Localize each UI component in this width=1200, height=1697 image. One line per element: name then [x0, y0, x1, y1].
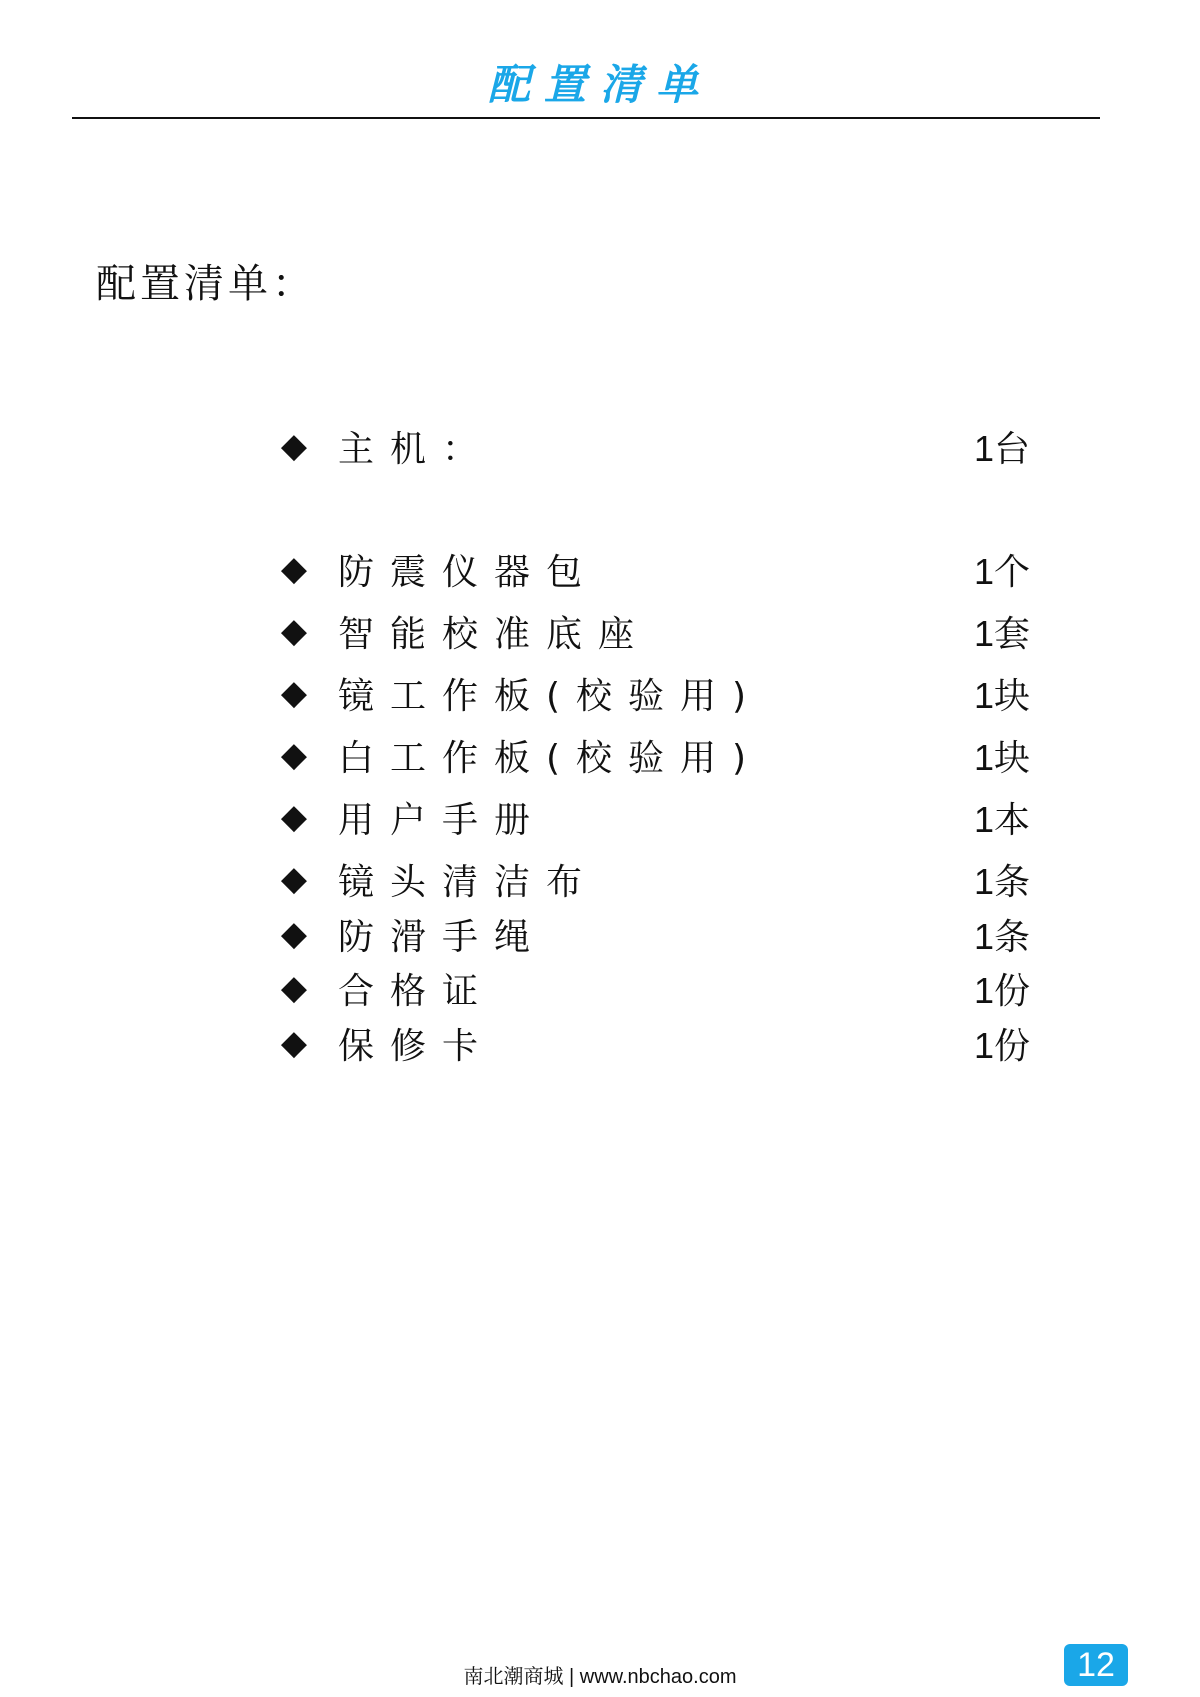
item-name: 主机： — [338, 428, 495, 470]
item-quantity: 1份 — [973, 969, 1030, 1011]
item-name: 智能校准底座 — [338, 613, 651, 655]
diamond-bullet-icon: ◆ — [280, 968, 308, 1008]
list-item — [276, 665, 1030, 721]
item-name: 合格证 — [338, 970, 495, 1012]
diamond-bullet-icon: ◆ — [280, 859, 308, 899]
item-name: 镜头清洁布 — [338, 861, 599, 903]
diamond-bullet-icon: ◆ — [280, 611, 308, 651]
diamond-bullet-icon: ◆ — [280, 1023, 308, 1063]
list-item — [276, 603, 1030, 659]
list-item — [276, 1015, 1030, 1071]
item-name: 防滑手绳 — [338, 916, 547, 958]
diamond-bullet-icon: ◆ — [280, 549, 308, 589]
item-quantity: 1台 — [973, 427, 1030, 469]
item-quantity: 1块 — [973, 736, 1030, 778]
list-item — [276, 789, 1030, 845]
list-item — [276, 851, 1030, 907]
list-item — [276, 541, 1030, 597]
item-quantity: 1个 — [973, 550, 1030, 592]
diamond-bullet-icon: ◆ — [280, 914, 308, 954]
item-quantity: 1份 — [973, 1024, 1030, 1066]
item-name: 防震仪器包 — [338, 551, 599, 593]
page-header-title: 配置清单 — [487, 60, 712, 109]
diamond-bullet-icon: ◆ — [280, 735, 308, 775]
item-name: 镜工作板(校验用) — [338, 675, 763, 717]
item-quantity: 1本 — [973, 798, 1030, 840]
diamond-bullet-icon: ◆ — [280, 797, 308, 837]
list-item — [276, 727, 1030, 783]
list-item — [276, 960, 1030, 1016]
item-quantity: 1条 — [973, 915, 1030, 957]
item-quantity: 1套 — [973, 612, 1030, 654]
footer-text: 南北潮商城 | www.nbchao.com — [463, 1666, 737, 1688]
diamond-bullet-icon: ◆ — [280, 426, 308, 466]
list-item — [276, 418, 1030, 474]
page-number-badge: 12 — [1064, 1644, 1128, 1686]
diamond-bullet-icon: ◆ — [280, 673, 308, 713]
list-item — [276, 906, 1030, 962]
item-name: 保修卡 — [338, 1025, 495, 1067]
header-divider — [72, 117, 1100, 119]
section-heading: 配置清单： — [96, 261, 316, 307]
item-name: 白工作板(校验用) — [338, 737, 763, 779]
item-quantity: 1块 — [973, 674, 1030, 716]
item-quantity: 1条 — [973, 860, 1030, 902]
item-name: 用户手册 — [338, 799, 547, 841]
